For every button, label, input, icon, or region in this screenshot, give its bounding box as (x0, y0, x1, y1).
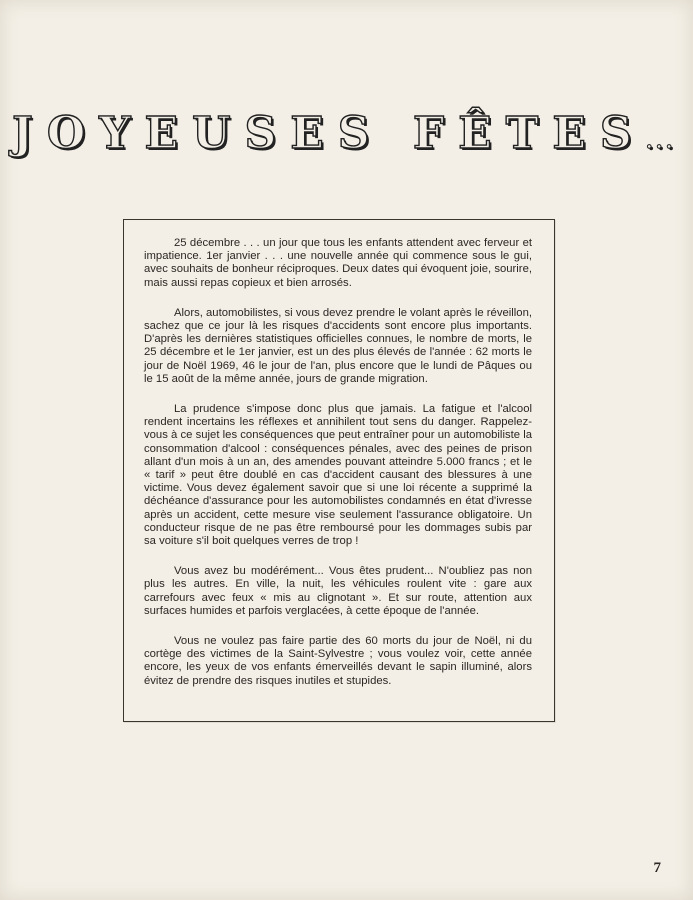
title-ellipsis: ... (645, 129, 676, 153)
page-number: 7 (653, 860, 661, 876)
article-paragraph-4: Vous avez bu modérément... Vous êtes prudent... N'oubliez pas non plus les autres. En ville, la nuit, les véhicules roulent vite : gare aux carrefours avec feux « mis au clignotant ». Et sur route, attention aux surfaces humides et parfois verglacées, à cette époque de l'année. (144, 565, 532, 617)
article-paragraph-5: Vous ne voulez pas faire partie des 60 morts du jour de Noël, ni du cortège des victimes de la Saint-Sylvestre ; vous voulez voir, cette année encore, les yeux de vos enfants émerveillés devant le sapin illuminé, alors évitez de prendre des risques inutiles et stupides. (144, 635, 532, 687)
article-paragraph-1: 25 décembre . . . un jour que tous les enfants attendent avec ferveur et impatience. 1er janvier . . . une nouvelle année qui commence sous le gui, avec souhaits de bonheur réciproques. Deux dates qui évoquent joie, sourire, mais aussi repas copieux et bien arrosés. (144, 237, 532, 289)
article-box (123, 219, 555, 722)
article-paragraph-3: La prudence s'impose donc plus que jamais. La fatigue et l'alcool rendent incertains les réflexes et annihilent tout sens du danger. Rappelez-vous à ce sujet les conséquences que peut entraîner pour un automobiliste la consommation d'alcool : conséquences pénales, avec des peines de prison allant d'un mois à un an, des amendes pouvant atteindre 5.000 francs ; et le « tarif » peut être doublé en cas d'accident causant des blessures à une victime. Vous devez également savoir que si une loi récente a supprimé la déchéance d'assurance pour les automobilistes condamnés en état d'ivresse après un accident, cette mesure vise seulement l'assurance obligatoire. Un conducteur risque de ne pas être remboursé pour les dommages subis par sa voiture s'il boit quelques verres de trop ! (144, 403, 532, 548)
title-text: JOYEUSES FÊTES (12, 108, 646, 159)
page-title (12, 108, 676, 159)
article-paragraph-2: Alors, automobilistes, si vous devez prendre le volant après le réveillon, sachez que ce jour là les risques d'accidents sont encore plus importants. D'après les dernières statistiques officielles connues, le nombre de morts, le 25 décembre et le 1er janvier, est un des plus élevés de l'année : 62 morts le jour de Noël 1969, 46 le jour de l'an, plus encore que le lundi de Pâques ou le 15 août de la même année, jours de grande migration. (144, 306, 532, 385)
